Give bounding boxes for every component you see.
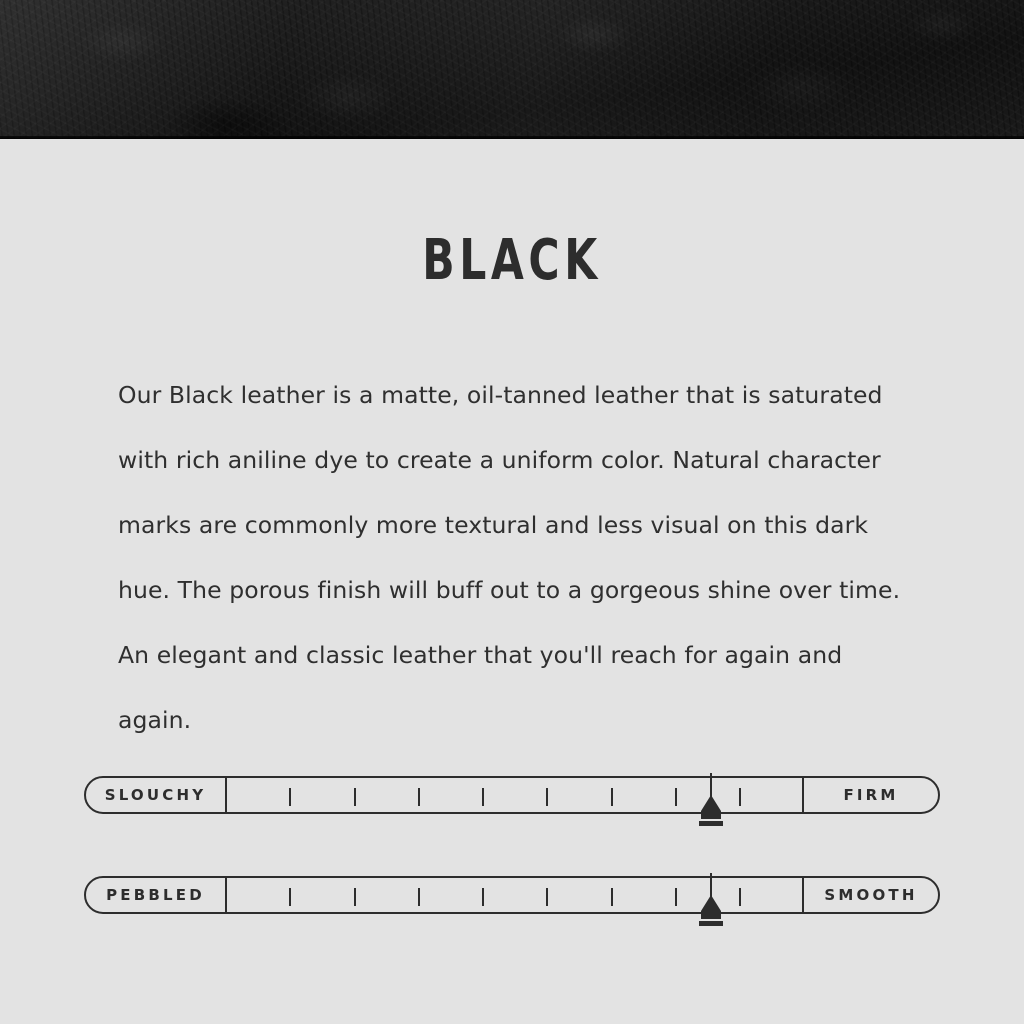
scale-tick bbox=[289, 888, 291, 906]
scale-tick bbox=[354, 888, 356, 906]
leather-sheen-overlay bbox=[0, 0, 1024, 139]
scale-tick bbox=[418, 788, 420, 806]
leather-texture-hero bbox=[0, 0, 1024, 139]
scale-texture bbox=[84, 876, 940, 914]
scale-tick bbox=[611, 788, 613, 806]
description-line: An elegant and classic leather that you'll reach for again and again. bbox=[118, 641, 843, 734]
scale-tick bbox=[482, 888, 484, 906]
scale-track[interactable] bbox=[225, 876, 804, 914]
scale-left-label: SLOUCHY bbox=[84, 776, 227, 814]
description-line: hue. The porous finish will buff out to a gorgeous shine over time. bbox=[118, 576, 901, 604]
hero-bottom-edge bbox=[0, 136, 1024, 139]
scale-marker[interactable] bbox=[694, 773, 728, 835]
marker-base-icon bbox=[699, 821, 723, 826]
scale-tick bbox=[739, 888, 741, 906]
marker-head-icon bbox=[701, 895, 721, 911]
marker-head-icon bbox=[701, 795, 721, 811]
scale-tick bbox=[546, 888, 548, 906]
description-line: with rich aniline dye to create a uniform color. Natural character bbox=[118, 446, 881, 474]
scale-tick bbox=[546, 788, 548, 806]
scale-stiffness bbox=[84, 776, 940, 814]
scale-tick bbox=[482, 788, 484, 806]
marker-base-icon bbox=[699, 921, 723, 926]
scale-track[interactable] bbox=[225, 776, 804, 814]
scale-marker[interactable] bbox=[694, 873, 728, 935]
description-text bbox=[118, 363, 914, 753]
scale-tick bbox=[739, 788, 741, 806]
scale-left-label: PEBBLED bbox=[84, 876, 227, 914]
description-line: Our Black leather is a matte, oil-tanned leather that is saturated bbox=[118, 381, 883, 409]
attribute-scales bbox=[84, 776, 940, 914]
scale-right-label: SMOOTH bbox=[802, 876, 940, 914]
description-line: marks are commonly more textural and less visual on this dark bbox=[118, 511, 869, 539]
scale-tick bbox=[611, 888, 613, 906]
scale-tick bbox=[289, 788, 291, 806]
page-title: BLACK bbox=[422, 228, 602, 293]
scale-tick bbox=[675, 888, 677, 906]
marker-body-icon bbox=[701, 911, 721, 919]
marker-body-icon bbox=[701, 811, 721, 819]
scale-right-label: FIRM bbox=[802, 776, 940, 814]
scale-tick bbox=[418, 888, 420, 906]
scale-tick bbox=[354, 788, 356, 806]
scale-tick bbox=[675, 788, 677, 806]
